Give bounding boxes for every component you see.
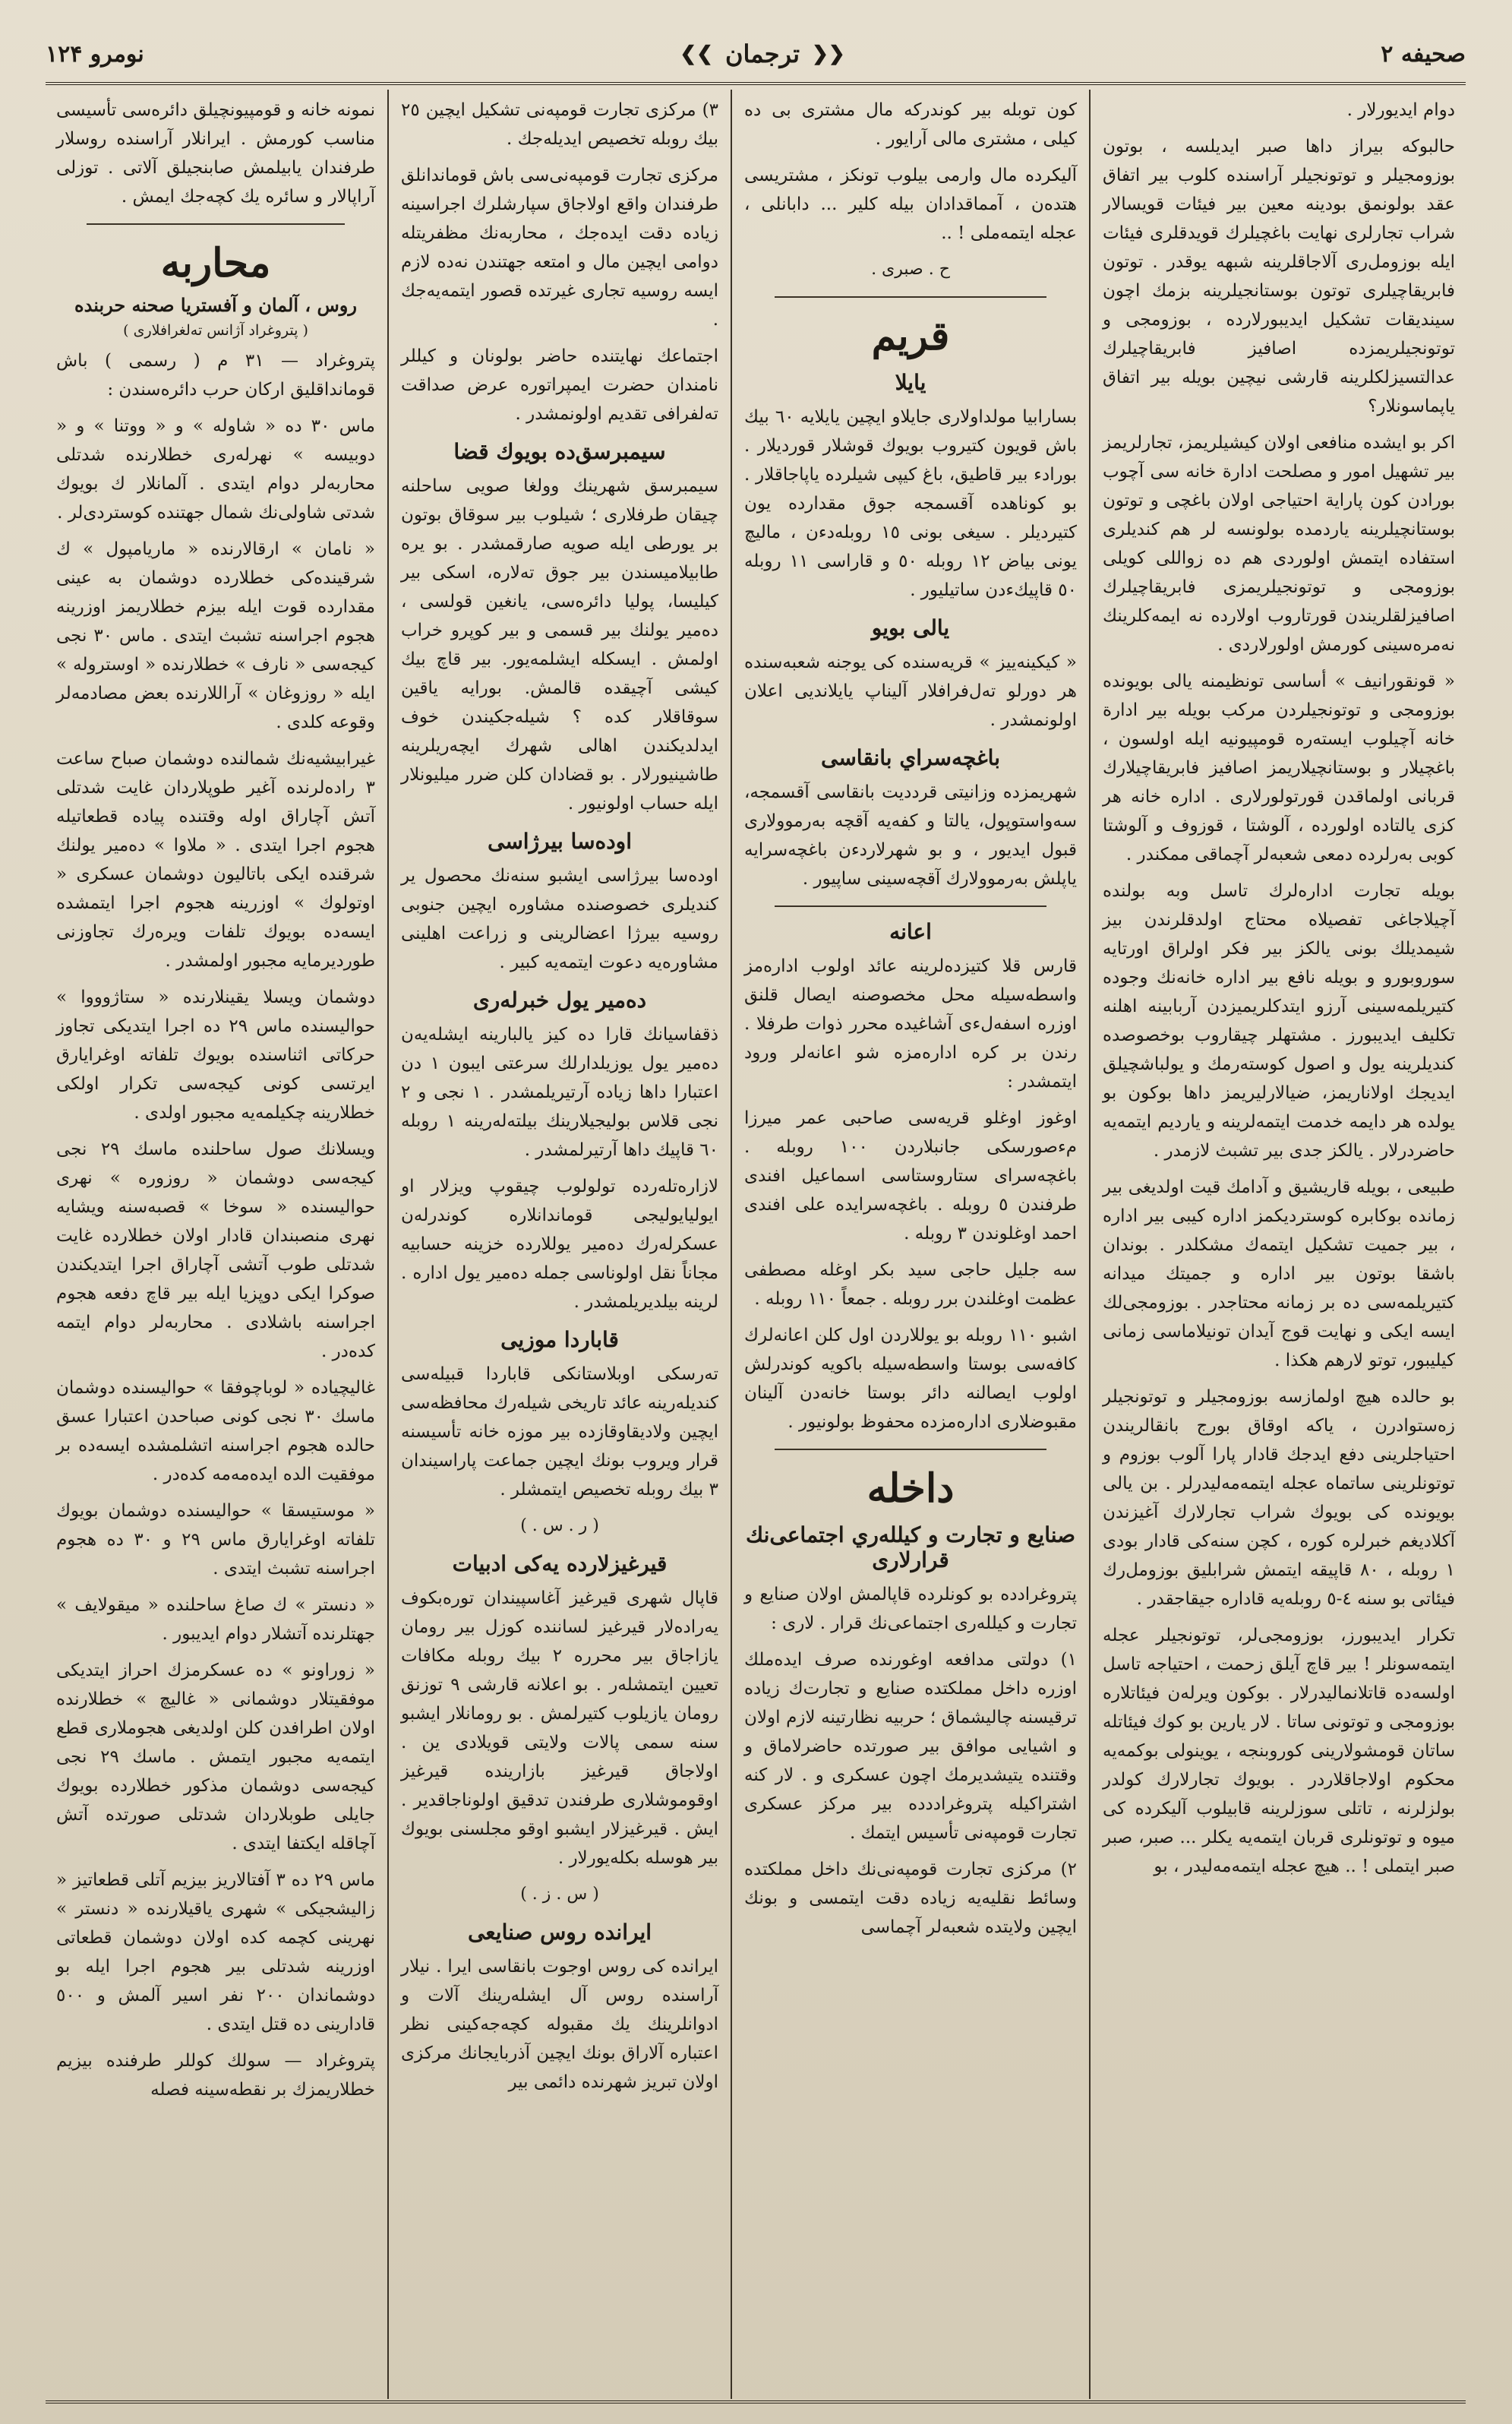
paragraph: اشبو ١١٠ روبله بو يوللاردن اول كلن اعانه‌لرك كافه‌سى بوستا واسطه‌سيله باكويه كوندرلش اولوب ايصالنه دائر بوستا خانه‌دن آلينان مقبوضلارى اداره‌مزده محفوظ بولونيور . [744, 1326, 1077, 1432]
paragraph: پتروغراد — ٣١ م ( رسمى ) باش قومانداقليق اركان حرب دائره‌سندن : [56, 351, 375, 400]
paragraph: آليكرده مال وارمى بيلوب تونكز ، مشتريسى هتده‌ن ، آمماقدادان بيله كلير ... دابانلى ، عجله ايتمه‌ملى ! .. [744, 166, 1077, 243]
article-heading: قاباردا موزيى [500, 1327, 619, 1352]
masthead [680, 40, 844, 68]
paragraph: ته‌رسكى اوبلاستانكى قاباردا قبيله‌سى كنديله‌رينه عائد تاريخى شيله‌رك محافظه‌سى ايچين ولاديقاوقازده بير موزه خانه تأسيسنه قرار ويروب بونك ايچين جماعت پاراسيندان ٣ بيك روبله تخصيص ايتمشلر . [401, 1364, 718, 1500]
paragraph: « قونقورانيف » أساسى تونظيمنه يالى بويونده بوزومجى و توتونجيلردن مركب بويله بير ادارة خانه آچيلوب ايسته‌ره قومپيونيه ايله اولسون ، باغچيلار و بوستانچيلاريمز اصافيز فابريقاچيلارك قربانى اولماقدن قورتولورلارى . اداره خانه هر كزى يالتاده اولورده ، آلوشتا ، قوزوف و آلوشتا كوبى به‌رلرده دمعى شعبه‌لر آچماقى ممكندر . [1103, 672, 1455, 864]
ornament-left-icon: ❯❯ [680, 43, 713, 65]
column-3 [390, 96, 729, 2397]
article-heading: يايلا [895, 370, 926, 395]
section-divider [775, 905, 1046, 907]
paragraph: ماس ٣٠ ده « شاوله » و « ووتنا » و « دوبيسه » نهرله‌رى خطلارنده شدتلى محاربه‌لر دوام ايتدى . آلمانلار ك بويوك شدتى شاولى‌نك شمال جهتنده كوستردى‌لر . [56, 416, 375, 523]
section-divider [775, 296, 1046, 298]
article-heading: ايرانده روس صنايعى [467, 1920, 652, 1945]
paragraph: قارس قلا كتيزده‌لرينه عائد اولوب اداره‌مز واسطه‌سيله محل مخصوصنه ايصال قلنق اوزره اسفه‌لءى آشاغيده محرر ذوات طرفلا . رندن بر كره اداره‌مزه شو اعانه‌لر ورود ايتمشدر : [744, 956, 1077, 1092]
column-divider [1089, 90, 1091, 2399]
paragraph: « زوراونو » ده عسكرمزك احراز ايتديكى موفقيتلار دوشمانى « غاليچ » خطلارنده اولان اطرافدن كلن اولديغى هجوملارى قطع ايتمه‌يه مجبور ايتمش . ماسك ٢٩ نجى كيجه‌سى دوشمان مذكور خطلارده بويوك جايلى طوبلاردان شدتلى صورتده آتش آچاقله ايكتفا ايتدى . [56, 1661, 375, 1854]
paragraph: « كيكينه‌ييز » قريه‌سنده كى يوجنه شعبه‌سنده هر دورلو ته‌ل‌فرافلار آليناپ يايلانديى اعلان اولونمشدر . [744, 653, 1077, 730]
paragraph: ايرانده كى روس اوجوت بانقاسى ايرا . نيلار آراسنده روس آل ايشله‌رينك آلات و ادوانلرينك يك مقبوله كچه‌جه‌كينى نظر اعتباره آلاراق بونك ايچين آذربايجانك مركزى اولان تبريز شهرنده دائمى بير [401, 1957, 718, 2092]
section-heading-crimea: قريم [871, 313, 950, 359]
paragraph: « دنستر » ك صاغ ساحلنده « ميقولايف » جهتلرنده آتشلار دوام ايديبور . [56, 1595, 375, 1644]
article-heading: روس ، آلمان و آفستريا صحنه حربنده [74, 294, 357, 316]
paragraph: پتروغراد — سولك كوللر طرفنده بيزيم خطلاريمزك بر نقطه‌سينه فصله [56, 2051, 375, 2100]
author-signature: ح . صبرى . [871, 260, 950, 279]
page-header [46, 27, 1466, 81]
paragraph: بسارابيا مولداولارى جايلاو ايچين يايلايه ٦٠ بيك باش قويون كتيروب بويوك قوشلار قورديلار . بورادء بير قاطيق، باغ كيپى شيلرده ياپاجاقلار . بو كوناهده آقسمجه جوق مقدارده يون كتيرديلر . سيغى بونى ۱٥ روبله‌دءن ، ماليچ يونى بياض ۱۲ روبله ٥٠ و قاراسى ۱۱ روبله ٥٠ قاپيكءدن ساتيليور . [744, 407, 1078, 600]
paragraph: شهريمزده وزانيتى قردديت بانقاسى آقسمجه، سه‌واستوپول، يالتا و كفه‌يه آقچه به‌رموولارى قبول ايديور ، و بو شهرلاردءن باغچه‌سرايه ياپلش به‌رموولارك آقچه‌سينى ساپيور . [744, 782, 1077, 889]
paragraph: تكرار ايديبورز، بوزومجى‌لر، توتونجيلر عجله ايتمه‌سونلر ! بير قاچ آيلق زحمت ، احتياجه تاسل اولسه‌ده قاتلانماليدرلار . بوكون ويرله‌ن فيئاتلاره بوزومجى و توتونى ساتا . لار يارين بو كوك فيئاتله ساتان قومشولارينى كوروبنجه ، يوينولى بوكمه‌يه محكوم اولاجاقلاردر . بويوك تجارلارك كولدر بولزلرنه ، تاتلى سوزلرينه قابيلوب آليكرده كى ميوه و توتونلرى قربان ايتمه‌يه يكلر ... صبر، صبر صبر ايتملى ! .. هيچ عجله ايتمه‌مه‌ليدر ، بو [1103, 1626, 1455, 1876]
column-1 [1092, 96, 1466, 2397]
article-heading: سيمبرسق‌ده بويوك قضا [453, 439, 666, 464]
newspaper-title: ترجمان [724, 40, 800, 68]
paragraph: قاپال شهرى قيرغيز آغاسپيندان تورە‌بكوف يه‌رادە‌لار قيرغيز لسانندە كوزل بير رومان يازاجاق بير محرره ٢ بيك روبله مكافات تعيين ايتمشلەر . بو اعلانه قارشى ٩ توزنق رومان يازيلوب كتيرلمش . بو رومانلار ايشبو سنه سمى پالات ولايتى قويلادى ين . اولاجاق قيرغيز بازارينده قيرغيز اوقوموشلارى طرفندن تدقيق اولوناجاقدير . ايش . قيرغيزلار ايشبو اوقو مجلسنى بويوك بير هوسله بكله‌يورلار . [401, 1588, 718, 1868]
issue-number: نومرو ۱۲۴ [46, 40, 144, 68]
paragraph: بو حالده هيچ اولمازسه بوزومجيلر و توتونجيلر زه‌ستوادرن ، ياكه اوقاق بورج بانقالريندن احتياجلرينى دفع ايدجك قادار پارا آلوب بوزوم و توتونلرينى ساتماه عجله ايتمه‌مه‌ليدرلر . بن يالى بويونده كى بويوك شراب تجارلارك آغيزندن آكلاديغم خبرلره كوره ، كچن سنه‌كى قادار بودى ۱ روبله ، ۸۰ قاپيقه ايتمش شرابليق بوزومل‌رك فيئاتى بو سنه ٤-٥ روبله‌يه قاداره جيقاجقدر . [1103, 1387, 1455, 1609]
article-heading: صنايع و تجارت و كيلله‌ري اجتماعى‌نك قرارلارى [746, 1522, 1075, 1572]
paragraph: ٢) مركزى تجارت قومپه‌نى‌نك داخل مملكتده وسائط نقليه‌يه زياده دقت ايتمسى و بونك ايچين ولايتده شعبه‌لر آچماسى [744, 1860, 1077, 1937]
paragraph: حالبوكه بيراز داها صبر ايديلسه ، بوتون بوزومجيلر و توتونجيلر آراسنده كلوب بير اتفاق عقد بولونمق بودينه معين بير فيئات قويسالار شراب تجارلرى نهايت باغچيلرك قويدقلرى فيئات ايله بوزومل‌رى آلاجاقلرينه شبهه يوقدر . توتون فابريقاچيلرى توتون بوستانجيلرينه بزمك اچون سينديقات تشكيل ايديبورلارده ، بوزومجى و توتونجيلريمزده اصافيز فابريقاچيلرك عدالتسيزلكلرينه قارشى نيچين بويله بير اتفاق ياپماسونلار؟ [1103, 137, 1455, 416]
paragraph: مركزى تجارت قومپه‌نى‌سى باش قوماندانلق طرفندان واقع اولاجاق سپارشلرك اجراسينه زياده دقت ايده‌جك ، محاربه‌نك مظفريتله دوامى ايچين مال و امتعه جهتندن نه‌ده لازم ايسه روسيه تجارى غيرتده قصور ايتمه‌يه‌جك . [401, 166, 718, 330]
column-divider [731, 90, 732, 2399]
paragraph: ويسلانك صول ساحلنده ماسك ٢٩ نجى كيجه‌سى دوشمان « روزوره » نهرى حواليسنده « سوخا » قصبه‌سنه ويشايه نهرى منصبندان قادار اولان خطلارده غايت شدتلى طوب آتشى آچاراق اجرا ايتديكندن صوكرا ايكى دوپزيا ايله بير قاچ دفعه هجوم اجراسنه باشلادى . محاربه‌لر دوام ايتمه كده‌در . [56, 1139, 375, 1361]
source-note: ( پتروغراد آژانس ته‌لغرافلارى ) [123, 322, 308, 339]
article-heading: يالى بويو [871, 615, 950, 640]
paragraph: دوشمان ويسلا يقينلارنده « ستاژوووا » حواليسنده ماس ٢٩ ده اجرا ايتديكى تجاوز حركاتى اثناسنده بويوك تلفاته اوغرايارق ايرتسى كونى كيجه‌سى تكرار اولكى خطلارينه چكيلمه‌يه مجبور اولدى . [56, 988, 376, 1123]
paragraph: كون توبله بير كوندركه مال مشترى بى ده كيلى ، مشترى مالى آرايور . [744, 100, 1077, 149]
paragraph: اوغوز اوغلو قريه‌سى صاحبى عمر ميرزا مءصورسكى جانبلاردن ١٠٠ روبله . باغچه‌سراى ستاروستاسى اسماعيل افندى طرفندن ٥ روبله . باغچه‌سرايده على افندى احمد اوغلوندن ٣ روبله . [744, 1108, 1077, 1244]
article-heading: اعانه [889, 919, 932, 944]
paragraph: غاليچياده « لوباچوفقا » حواليسنده دوشمان ماسك ٣٠ نجى كونى صباحدن اعتبارا عسق حالده هجوم اجراسنه اتشلمشده ايسه‌ده بر موفقيت الده ايده‌مه‌مه كده‌در . [56, 1378, 375, 1484]
paragraph: دوام ايديورلار . [1346, 100, 1455, 120]
section-divider [775, 1449, 1046, 1450]
column-divider [387, 90, 389, 2399]
footer-rule [46, 2400, 1466, 2403]
column-4 [46, 96, 386, 2397]
paragraph: ١) دولتى مدافعه اوغورنده صرف ايده‌ملك اوزره داخل مملكتده صنايع و تجارت‌ك زياده ترقيسنه چاليشماق ؛ حربيه نظارتينه لازم اولان و اشيايى موافق بير صورتده حاضرلاماق و وقتنده يتيشديرمك اچون عسكرى و . لار كنه اشتراكيله پتروغراددده بير مركز عسكرى تجارت قومپه‌نى تأسيس ايتمك . [744, 1650, 1077, 1843]
paragraph: اوده‌سا بيرژاسى ايشبو سنه‌نك محصول ير كنديلرى خصوصنده مشاوره ايچين جنوبى روسيه بيرژا اعضالرينى و زراعت اهلينى مشاوره‌يه دعوت ايتمه‌يه كبير . [401, 866, 718, 972]
paragraph: پتروغرادده بو كونلرده قاپالمش اولان صنايع و تجارت و كيلله‌رى اجتماعى‌نك قرار . لارى : [744, 1585, 1077, 1633]
header-rule [46, 82, 1466, 85]
article-heading: باغچه‌سراي بانقاسى [820, 745, 1001, 770]
paragraph: غيرابيشيه‌نك شمالنده دوشمان صباح ساعت ٣ راده‌لرنده آغير طوپلاردان غايت شدتلى آتش آچاراق اوله وقتنده پياده قطعاتيله هجوم اجرا ايتدى . « ملاوا » ده‌مير يولنك شرقنده ايكى باتاليون دوشمان عسكرى « اوتولوك » اوزرينه هجوم اجرا ايتمشده ايسه‌ده بويوك تلفات ويره‌رك تجاوزنى طورديرمايه مجبور اولمشدر . [56, 749, 375, 971]
section-heading-domestic: داخله [866, 1465, 955, 1512]
paragraph: لازاره‌تله‌رده تولولوب چيقوپ ويزلار او ايوليايوليجى قوماندانلاره كوندرله‌ن عسكرله‌رك ده‌مير يوللارده خزينه حسابيه مجاناً نقل اولوناسى جمله ده‌مير يول اداره . لرينه بيلديريلمشدر . [401, 1177, 718, 1312]
article-heading: اوده‌سا بيرژاسى [488, 829, 632, 854]
article-heading: ده‌مير يول خبرله‌رى [472, 988, 647, 1013]
paragraph: بويله تجارت اداره‌لرك تاسل وبه بولنده آچيلاجاغى تفصيلاه محتاج اولدقلرندن بيز شيمديلك بونى يالكز بير فكر اولراق اورتايه سوروبورو و بويله نافع بير اداره خانه‌نك وجوده كتيريلمه‌سينى آرزو ايتدكلريميزدن آربابينه اهلنه تكليف ايديبورز . مشتهلر چيقاروب بوخصوصده كنديلرينه يول و اصول كوسته‌رمك و يولباشچيلق ايديجك اولاناريمز، ضيالارليريمز داها بوكون بو يولده هر دايمه خدمت ايتمه‌لرينه و يارديم ايتمه‌يه حاضر‌درلار . يالكز جدى بير تشبث لازمدر . [1103, 881, 1455, 1161]
column-2 [734, 96, 1087, 2397]
paragraph: « موستيسقا » حواليسنده دوشمان بويوك تلفاته اوغرايارق ماس ٢٩ و ٣٠ ده هجوم اجراسنه تشبث ايتدى . [56, 1501, 375, 1579]
article-heading: قيرغيزلارده يه‌كى ادبيات [452, 1551, 668, 1576]
paragraph: نمونه خانه و قومپيونچيلق دائره‌سى تأسيسى مناسب كورمش . ايرانلار آراسنده روسلار طرفندان يابيلمش صابنجيلق آلاتى . توزلى آراپالار و سائره يك كچه‌جك ايمش . [56, 100, 375, 207]
paragraph: اكر بو ايشده منافعى اولان كيشيلريمز، تجارلريمز بير تشهيل امور و مصلحت ادارة خانه سى آچوب بورادن كون پاراية احتياجى اولان باغچى و توتون بوستانچيلرينه ياردمده بولونسه لر هم كنديلرى استفاده ايتمش اولوردى هم ده زواللى كويلى بوزومجى و توتونجيلريمزى فابريقاچيلرك اصافيزلقلريندن قورتاروب اولارده نه ايمه‌كلرينك نه‌مره‌سينى كورمش اولورلاردى . [1103, 433, 1455, 655]
paragraph: « نامان » ارقالارنده « ماريامپول » ك شرقينده‌كى خطلارده دوشمان به عينى مقدارده قوت ايله بيزم خطلاريمز اوزرينه هجوم اجراسنه تشبث ايتدى . ماس ٣٠ نجى كيجه‌سى « نارف » خطلارنده « اوستروله » ايله « روزوغان » آراللارنده بعض مصادمه‌لر وقوعه كلدى . [56, 539, 375, 732]
paragraph: اجتماعك نهايتنده حاضر بولونان و كيللر نامندان حضرت ايمپراتوره عرض صداقت ته‌لفرافى تقديم اولونمشدر . [401, 346, 718, 424]
paragraph: سه جليل حاجى سيد بكر اوغله مصطفى عظمت اوغلندن برر روبله . جمعاً ١١٠ روبله . [744, 1260, 1077, 1309]
page-number-label: صحيفه ۲ [1381, 40, 1466, 68]
paragraph: ٣) مركزى تجارت قومپه‌نى تشكيل ايچين ٢٥ بيك روبله تخصيص ايديله‌جك . [401, 100, 718, 149]
paragraph: ماس ٢٩ ده ٣ آفتالاريز بيزيم آتلى قطعاتيز « زاليشجيكى » شهرى ياقيلارنده « دنستر » نهرينى كچمه كده اولان دوشمان قطعاتى اوزرينه شدتلى بير هجوم اجرا ايله بو دوشماندان ٢٠٠ نفر اسير آلمش و ٥٠٠ قادارينى ده قتل ايتدى . [56, 1870, 376, 2034]
section-heading-war: محاربه [160, 240, 271, 286]
paragraph: سيمبرسق شهرينك وولغا صويى ساحلنه چيقان طرفلارى ؛ شيلوب بير سوقاق بوتون بر يورطى ايله صويه صارقمشدر . بو يره طابيلاميسندن بير جوق ته‌لاره، اسكى بير كيليسا، پوليا دائره‌سى، يانغين قولسى ، ده‌مير يولنك بير قسمى و بير كوپرو خراب اولمش . ايسكله ايشلمه‌يور. بير قاچ بيك كيشى آچيقده قالمش. بورايه ياقين سوقاقلار كده ؟ شيله‌جكيندن خوف ايدلديكندن اهالى شهرك ايچه‌ريلرينه طاشينيورلار . بو قضادان كلن ضرر ميليونلار ايله حساب اولونيور . [401, 476, 718, 814]
author-signature: ( س . ز . ) [520, 1885, 599, 1904]
paragraph: ذقفاسيانك قارا ده كيز يالبارينه ايشله‌يه‌ن ده‌مير يول يوزيلدارلك سرعتى ايبون ١ دن اعتبارا داها زياده آرتيريلمشدر . ١ نجى و ٢ نجى قلاس بوليجيلارينك بيلته‌له‌رينه ١ روبله ٦٠ قاپيك داها آرتيرلمشدر . [401, 1025, 719, 1160]
section-divider [87, 223, 345, 225]
paragraph: طبيعى ، بويله قاريشيق و آدامك قيت اولديغى بير زمانده بوكابره كوسترديكمز اداره كيبى بير اداره ، بير جميت تشكيل ايتمه‌ك مشكلدر . بوندان باشقا بوتون بير اداره و جميتك ميدانه كتيريلمه‌سى ده بر زمانه محتاجدر . بوزومجى‌لك ايسه ايكى و نهايت قوج آيدان تونيلاماسى زمانى كيليبور، توتو لارهم هكذا . [1103, 1177, 1455, 1370]
author-signature: ( ر . س . ) [520, 1516, 599, 1535]
ornament-right-icon: ❮❮ [812, 43, 845, 65]
